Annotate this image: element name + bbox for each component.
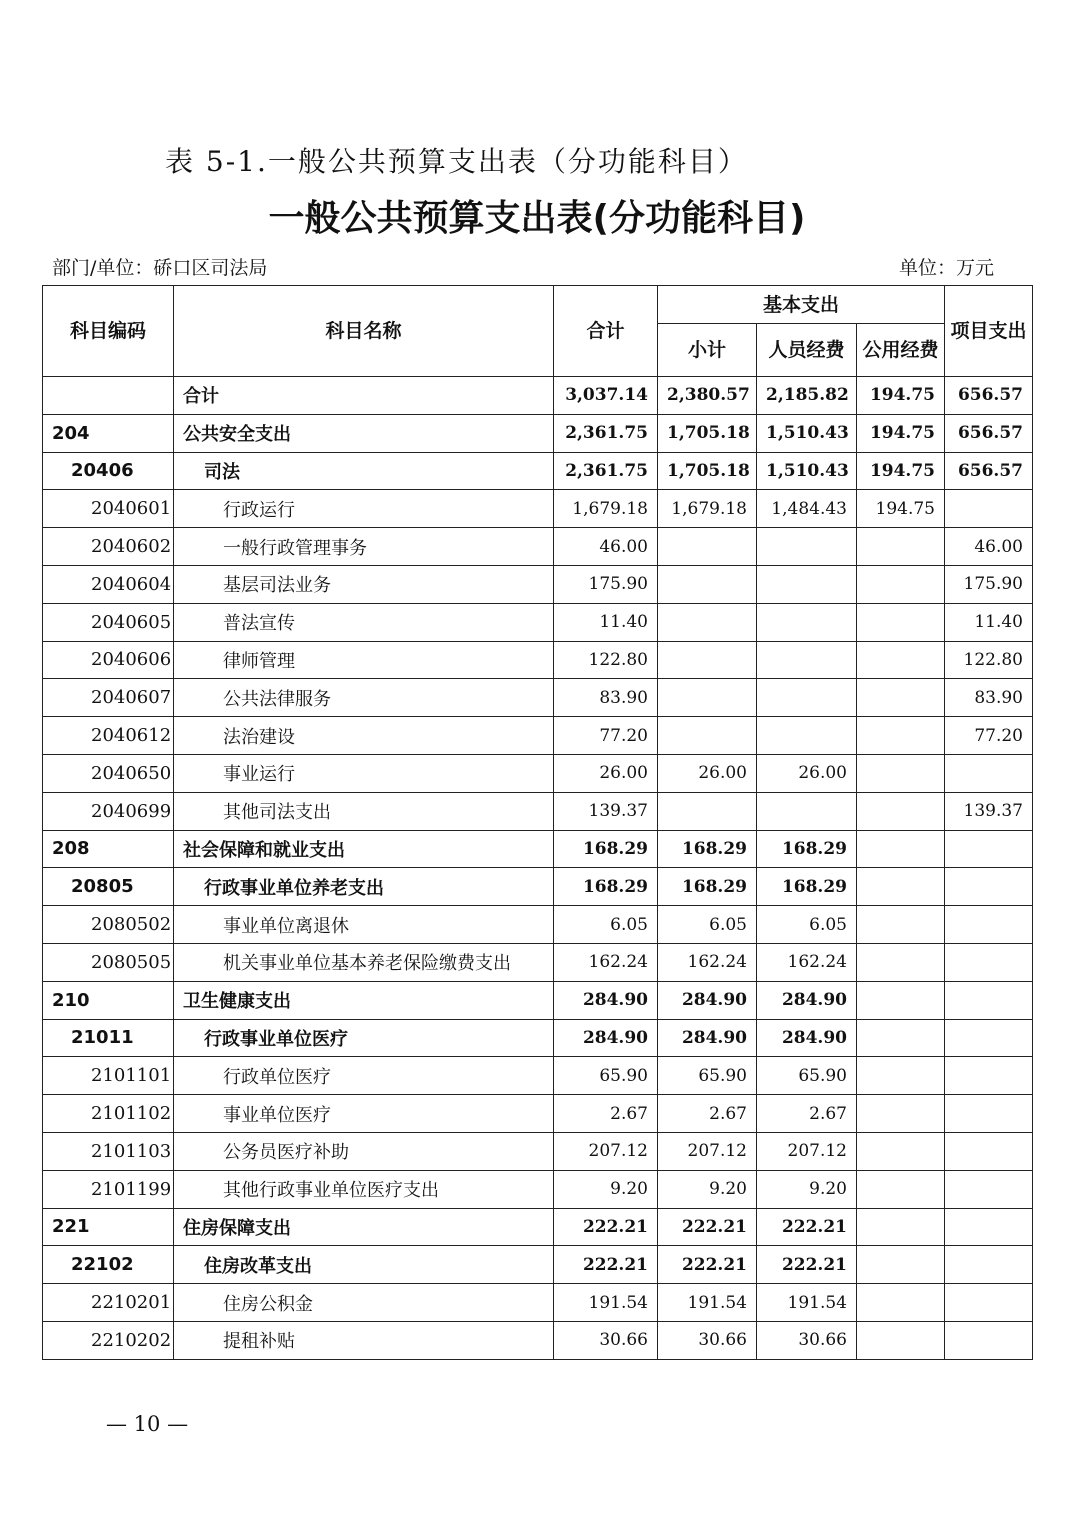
- cell-total: 122.80: [554, 641, 658, 679]
- cell-project: [945, 1170, 1033, 1208]
- cell-personnel: 191.54: [757, 1284, 857, 1322]
- table-row: [43, 377, 1033, 415]
- table-row: [43, 1321, 1033, 1359]
- cell-name: 社会保障和就业支出: [174, 830, 554, 868]
- cell-name: 卫生健康支出: [174, 981, 554, 1019]
- cell-code: 221: [43, 1208, 174, 1246]
- cell-public: [857, 868, 945, 906]
- cell-public: [857, 1132, 945, 1170]
- table-row: [43, 754, 1033, 792]
- cell-code: 2101103: [43, 1132, 174, 1170]
- cell-public: [857, 1321, 945, 1359]
- cell-project: [945, 943, 1033, 981]
- cell-personnel: [757, 679, 857, 717]
- cell-name: 行政事业单位医疗: [174, 1019, 554, 1057]
- cell-subtotal: 284.90: [658, 1019, 757, 1057]
- cell-code: 20406: [43, 452, 174, 490]
- cell-name: 其他司法支出: [174, 792, 554, 830]
- table-row: [43, 679, 1033, 717]
- table-row: [43, 717, 1033, 755]
- department-label: 部门/单位：硚口区司法局: [52, 257, 268, 279]
- table-row: [43, 1246, 1033, 1284]
- header-code: 科目编码: [43, 286, 174, 377]
- cell-subtotal: 6.05: [658, 906, 757, 944]
- cell-personnel: 1,510.43: [757, 452, 857, 490]
- cell-project: 122.80: [945, 641, 1033, 679]
- cell-personnel: 168.29: [757, 868, 857, 906]
- cell-name: 公共安全支出: [174, 414, 554, 452]
- cell-subtotal: [658, 679, 757, 717]
- header-personnel: 人员经费: [757, 324, 857, 377]
- cell-total: 139.37: [554, 792, 658, 830]
- cell-public: [857, 1246, 945, 1284]
- table-row: [43, 830, 1033, 868]
- table-row: [43, 906, 1033, 944]
- header-public: 公用经费: [857, 324, 945, 377]
- cell-name: 行政运行: [174, 490, 554, 528]
- cell-public: [857, 1095, 945, 1133]
- header-subtotal: 小计: [658, 324, 757, 377]
- cell-personnel: 26.00: [757, 754, 857, 792]
- cell-code: 2040602: [43, 528, 174, 566]
- cell-name: 其他行政事业单位医疗支出: [174, 1170, 554, 1208]
- cell-name: 律师管理: [174, 641, 554, 679]
- cell-code: 208: [43, 830, 174, 868]
- cell-project: [945, 868, 1033, 906]
- table-row: [43, 414, 1033, 452]
- cell-project: [945, 1132, 1033, 1170]
- cell-personnel: 284.90: [757, 1019, 857, 1057]
- cell-project: [945, 490, 1033, 528]
- cell-project: 11.40: [945, 603, 1033, 641]
- table-row: [43, 943, 1033, 981]
- cell-code: 204: [43, 414, 174, 452]
- cell-project: 77.20: [945, 717, 1033, 755]
- cell-code: 2080505: [43, 943, 174, 981]
- cell-project: [945, 1208, 1033, 1246]
- cell-total: 191.54: [554, 1284, 658, 1322]
- cell-public: [857, 754, 945, 792]
- cell-code: 2040650: [43, 754, 174, 792]
- page-number: — 10 —: [106, 1412, 189, 1436]
- table-row: [43, 792, 1033, 830]
- cell-public: [857, 717, 945, 755]
- cell-project: [945, 906, 1033, 944]
- cell-subtotal: 2,380.57: [658, 377, 757, 415]
- cell-personnel: 65.90: [757, 1057, 857, 1095]
- cell-public: [857, 1019, 945, 1057]
- table-row: [43, 1208, 1033, 1246]
- cell-name: 公共法律服务: [174, 679, 554, 717]
- table-row: [43, 1170, 1033, 1208]
- cell-name: 行政事业单位养老支出: [174, 868, 554, 906]
- header-total: 合计: [554, 286, 658, 377]
- cell-code: 22102: [43, 1246, 174, 1284]
- cell-subtotal: [658, 717, 757, 755]
- cell-total: 46.00: [554, 528, 658, 566]
- cell-name: 住房保障支出: [174, 1208, 554, 1246]
- cell-code: [43, 377, 174, 415]
- cell-code: 21011: [43, 1019, 174, 1057]
- cell-name: 法治建设: [174, 717, 554, 755]
- table-row: [43, 603, 1033, 641]
- cell-name: 住房公积金: [174, 1284, 554, 1322]
- cell-project: [945, 1057, 1033, 1095]
- cell-project: [945, 1246, 1033, 1284]
- cell-subtotal: [658, 565, 757, 603]
- cell-public: 194.75: [857, 490, 945, 528]
- cell-code: 2040699: [43, 792, 174, 830]
- cell-subtotal: 191.54: [658, 1284, 757, 1322]
- cell-code: 2040612: [43, 717, 174, 755]
- table-row: [43, 981, 1033, 1019]
- table-body: [43, 377, 1033, 1360]
- cell-name: 机关事业单位基本养老保险缴费支出: [174, 943, 554, 981]
- table-row: [43, 868, 1033, 906]
- table-row: [43, 641, 1033, 679]
- cell-name: 住房改革支出: [174, 1246, 554, 1284]
- cell-total: 6.05: [554, 906, 658, 944]
- cell-total: 284.90: [554, 981, 658, 1019]
- header-name: 科目名称: [174, 286, 554, 377]
- cell-code: 2040605: [43, 603, 174, 641]
- cell-public: [857, 906, 945, 944]
- cell-subtotal: 1,705.18: [658, 414, 757, 452]
- cell-subtotal: 222.21: [658, 1208, 757, 1246]
- cell-total: 175.90: [554, 565, 658, 603]
- cell-public: [857, 603, 945, 641]
- cell-total: 162.24: [554, 943, 658, 981]
- cell-project: 46.00: [945, 528, 1033, 566]
- cell-personnel: [757, 792, 857, 830]
- cell-total: 284.90: [554, 1019, 658, 1057]
- cell-subtotal: 168.29: [658, 868, 757, 906]
- cell-total: 9.20: [554, 1170, 658, 1208]
- cell-total: 3,037.14: [554, 377, 658, 415]
- table-row: [43, 528, 1033, 566]
- cell-name: 司法: [174, 452, 554, 490]
- cell-total: 222.21: [554, 1208, 658, 1246]
- cell-code: 2210202: [43, 1321, 174, 1359]
- cell-subtotal: 1,705.18: [658, 452, 757, 490]
- cell-subtotal: 162.24: [658, 943, 757, 981]
- cell-name: 一般行政管理事务: [174, 528, 554, 566]
- table-row: [43, 490, 1033, 528]
- cell-total: 77.20: [554, 717, 658, 755]
- header-project: 项目支出: [945, 286, 1033, 377]
- cell-project: [945, 1321, 1033, 1359]
- table-caption: 表 5-1.一般公共预算支出表（分功能科目）: [165, 145, 748, 178]
- cell-personnel: 222.21: [757, 1208, 857, 1246]
- table-row: [43, 1095, 1033, 1133]
- cell-total: 207.12: [554, 1132, 658, 1170]
- cell-subtotal: 9.20: [658, 1170, 757, 1208]
- cell-code: 2101102: [43, 1095, 174, 1133]
- cell-total: 168.29: [554, 868, 658, 906]
- cell-name: 公务员医疗补助: [174, 1132, 554, 1170]
- cell-subtotal: 222.21: [658, 1246, 757, 1284]
- cell-code: 2080502: [43, 906, 174, 944]
- cell-total: 2,361.75: [554, 414, 658, 452]
- cell-code: 2040606: [43, 641, 174, 679]
- header-basic: 基本支出: [658, 286, 945, 324]
- cell-total: 2.67: [554, 1095, 658, 1133]
- cell-total: 2,361.75: [554, 452, 658, 490]
- page-title: 一般公共预算支出表(分功能科目): [268, 198, 806, 239]
- cell-public: 194.75: [857, 452, 945, 490]
- cell-total: 11.40: [554, 603, 658, 641]
- table-row: [43, 1019, 1033, 1057]
- cell-subtotal: 207.12: [658, 1132, 757, 1170]
- cell-subtotal: [658, 641, 757, 679]
- cell-project: [945, 830, 1033, 868]
- cell-personnel: 30.66: [757, 1321, 857, 1359]
- cell-subtotal: 2.67: [658, 1095, 757, 1133]
- cell-personnel: 9.20: [757, 1170, 857, 1208]
- cell-public: [857, 641, 945, 679]
- cell-public: [857, 1170, 945, 1208]
- cell-name: 事业运行: [174, 754, 554, 792]
- cell-code: 2040604: [43, 565, 174, 603]
- table-row: [43, 565, 1033, 603]
- table-row: [43, 1057, 1033, 1095]
- cell-public: [857, 792, 945, 830]
- cell-subtotal: [658, 603, 757, 641]
- cell-subtotal: 1,679.18: [658, 490, 757, 528]
- table-row: [43, 1284, 1033, 1322]
- cell-personnel: 162.24: [757, 943, 857, 981]
- cell-project: 175.90: [945, 565, 1033, 603]
- cell-name: 提租补贴: [174, 1321, 554, 1359]
- cell-total: 222.21: [554, 1246, 658, 1284]
- cell-total: 83.90: [554, 679, 658, 717]
- cell-total: 168.29: [554, 830, 658, 868]
- cell-public: [857, 679, 945, 717]
- cell-name: 事业单位离退休: [174, 906, 554, 944]
- cell-public: 194.75: [857, 377, 945, 415]
- cell-total: 30.66: [554, 1321, 658, 1359]
- cell-project: [945, 1284, 1033, 1322]
- cell-subtotal: 168.29: [658, 830, 757, 868]
- cell-project: [945, 981, 1033, 1019]
- cell-subtotal: [658, 528, 757, 566]
- cell-name: 合计: [174, 377, 554, 415]
- cell-project: [945, 754, 1033, 792]
- cell-personnel: 207.12: [757, 1132, 857, 1170]
- cell-personnel: [757, 641, 857, 679]
- cell-subtotal: 26.00: [658, 754, 757, 792]
- cell-public: [857, 1284, 945, 1322]
- cell-total: 26.00: [554, 754, 658, 792]
- cell-code: 2101101: [43, 1057, 174, 1095]
- cell-public: [857, 943, 945, 981]
- cell-project: [945, 1019, 1033, 1057]
- cell-project: 656.57: [945, 377, 1033, 415]
- cell-personnel: [757, 603, 857, 641]
- cell-personnel: 1,484.43: [757, 490, 857, 528]
- cell-personnel: [757, 717, 857, 755]
- cell-personnel: 2,185.82: [757, 377, 857, 415]
- cell-code: 2210201: [43, 1284, 174, 1322]
- cell-public: [857, 1208, 945, 1246]
- cell-name: 事业单位医疗: [174, 1095, 554, 1133]
- cell-name: 普法宣传: [174, 603, 554, 641]
- cell-project: 656.57: [945, 452, 1033, 490]
- budget-table: [42, 285, 1033, 1360]
- cell-name: 基层司法业务: [174, 565, 554, 603]
- cell-code: 210: [43, 981, 174, 1019]
- unit-label: 单位：万元: [898, 257, 994, 279]
- cell-project: 83.90: [945, 679, 1033, 717]
- table-row: [43, 1132, 1033, 1170]
- cell-personnel: 222.21: [757, 1246, 857, 1284]
- cell-name: 行政单位医疗: [174, 1057, 554, 1095]
- cell-public: [857, 528, 945, 566]
- cell-personnel: [757, 565, 857, 603]
- cell-total: 1,679.18: [554, 490, 658, 528]
- cell-project: [945, 1095, 1033, 1133]
- cell-code: 2040607: [43, 679, 174, 717]
- cell-subtotal: [658, 792, 757, 830]
- cell-personnel: [757, 528, 857, 566]
- cell-personnel: 168.29: [757, 830, 857, 868]
- cell-personnel: 284.90: [757, 981, 857, 1019]
- cell-project: 139.37: [945, 792, 1033, 830]
- cell-personnel: 6.05: [757, 906, 857, 944]
- table-row: [43, 452, 1033, 490]
- cell-public: [857, 830, 945, 868]
- cell-subtotal: 30.66: [658, 1321, 757, 1359]
- cell-code: 2040601: [43, 490, 174, 528]
- cell-code: 20805: [43, 868, 174, 906]
- cell-personnel: 2.67: [757, 1095, 857, 1133]
- cell-public: 194.75: [857, 414, 945, 452]
- cell-public: [857, 565, 945, 603]
- cell-project: 656.57: [945, 414, 1033, 452]
- cell-public: [857, 1057, 945, 1095]
- cell-public: [857, 981, 945, 1019]
- cell-total: 65.90: [554, 1057, 658, 1095]
- cell-subtotal: 65.90: [658, 1057, 757, 1095]
- cell-subtotal: 284.90: [658, 981, 757, 1019]
- cell-code: 2101199: [43, 1170, 174, 1208]
- cell-personnel: 1,510.43: [757, 414, 857, 452]
